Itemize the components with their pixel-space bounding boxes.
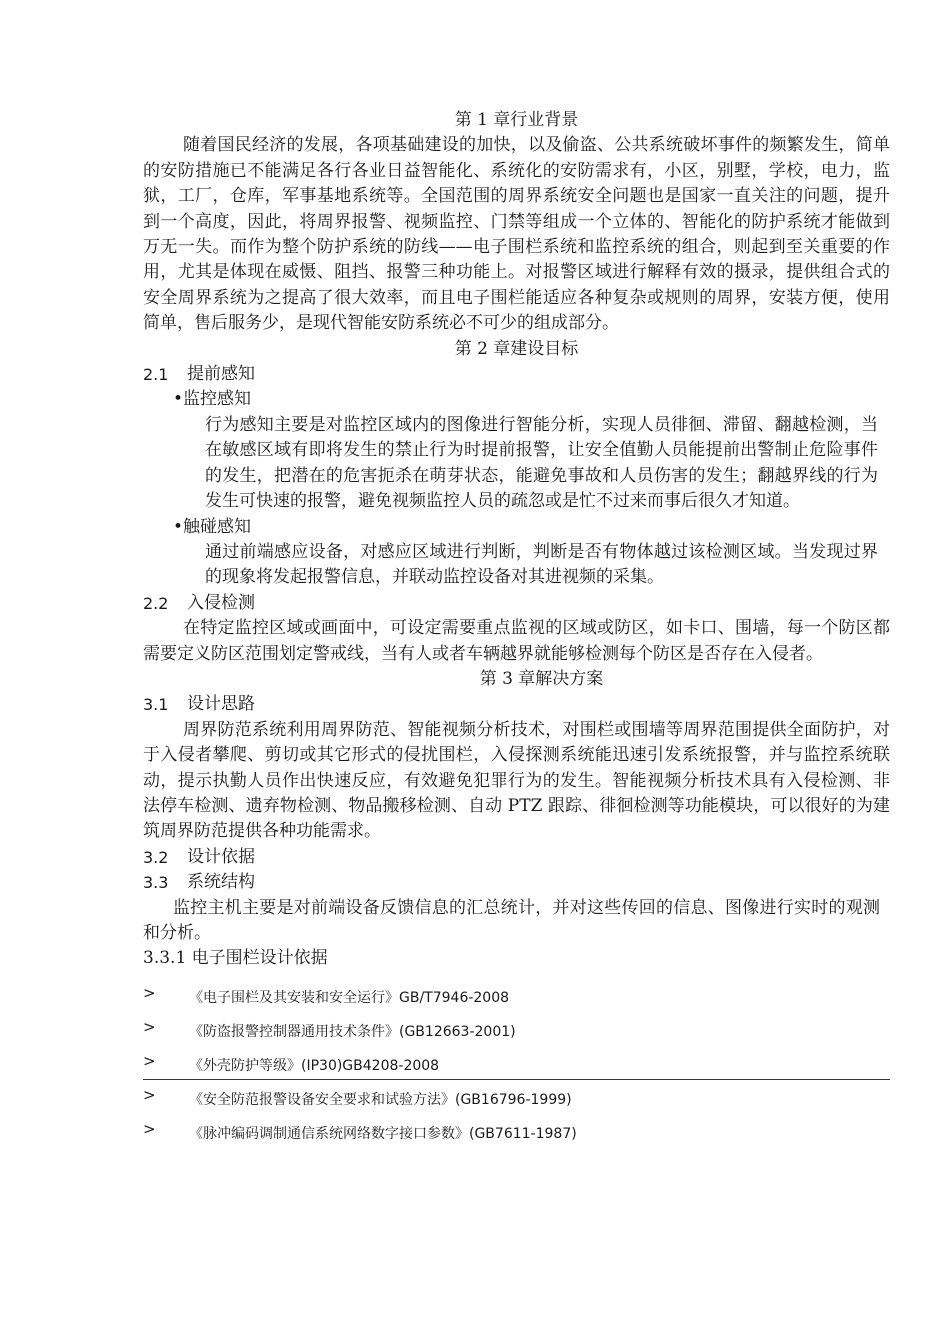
reference-text: 《电子围栏及其安装和安全运行》GB/T7946-2008 xyxy=(189,989,510,1006)
reference-text: 《脉冲编码调制通信系统网络数字接口参数》(GB7611-1987) xyxy=(189,1125,577,1142)
section-3-3-heading xyxy=(143,870,890,895)
reference-item xyxy=(143,1012,890,1046)
reference-item xyxy=(143,1114,890,1148)
section-number: 2.2 xyxy=(143,593,169,613)
document-page xyxy=(143,108,890,1148)
section-title: 系统结构 xyxy=(187,872,255,893)
reference-text: 《防盗报警控制器通用技术条件》(GB12663-2001) xyxy=(189,1023,516,1040)
section-title: 设计依据 xyxy=(187,846,255,867)
reference-text: 《外壳防护等级》(IP30)GB4208-2008 xyxy=(189,1057,440,1074)
bullet-touch-sensing-text: 通过前端感应设备，对感应区域进行判断，判断是否有物体越过该检测区域。当发现过界的现象将发起报警信息，并联动监控设备对其进视频的采集。 xyxy=(205,541,878,588)
subsection-title: 3.3.1 电子围栏设计依据 xyxy=(143,948,328,969)
section-2-2-paragraph: 在特定监控区域或画面中，可设定需要重点监视的区域或防区，如卡口、围墙，每一个防区都需要定义防区范围划定警戒线，当有人或者车辆越界就能够检测每个防区是否存在入侵者。 xyxy=(143,618,890,664)
section-3-2-heading xyxy=(143,845,890,870)
arrow-icon: > xyxy=(143,1085,156,1104)
chapter-2-title: 第 2 章建设目标 xyxy=(454,338,579,359)
bullet-touch-sensing: •触碰感知 xyxy=(173,516,252,537)
section-number: 3.2 xyxy=(143,847,169,867)
chapter-1-paragraph: 随着国民经济的发展，各项基础建设的加快，以及偷盗、公共系统破坏事件的频繁发生，简单的安防措施已不能满足各行各业日益智能化、系统化的安防需求有，小区，别墅，学校，电力，监狱，工厂，仓库，军事基地系统等。全国范围的周界系统安全问题也是国家一直关注的问题，提升到一个高度，因此，将周界报警、视频监控、门禁等组成一个立体的、智能化的防护系统才能做到万无一失。而作为整个防护系统的防线——电子围栏系统和监控系统的组合，则起到至关重要的作用，尤其是体现在威慑、阻挡、报警三种功能上。对报警区域进行解释有效的摄录，提供组合式的安全周界系统为之提高了很大效率，而且电子围栏能适应各种复杂或规则的周界，安装方便，使用简单，售后服务少，是现代智能安防系统必不可少的组成部分。 xyxy=(143,135,890,334)
section-title: 提前感知 xyxy=(187,364,255,385)
bullet-monitor-sensing: •监控感知 xyxy=(173,389,252,410)
section-3-3-1-heading xyxy=(143,946,890,971)
section-number: 2.1 xyxy=(143,365,169,385)
section-number: 3.1 xyxy=(143,695,169,715)
reference-item xyxy=(143,1080,890,1114)
bullet-monitor-sensing-text: 行为感知主要是对监控区域内的图像进行智能分析，实现人员徘徊、滞留、翻越检测，当在敏感区域有即将发生的禁止行为时提前报警，让安全值勤人员能提前出警制止危险事件的发生，把潜在的危害扼杀在萌芽状态，能避免事故和人员伤害的发生；翻越界线的行为发生可快速的报警，避免视频监控人员的疏忽或是忙不过来而事后很久才知道。 xyxy=(205,414,878,512)
reference-item xyxy=(143,978,890,1012)
section-3-3-paragraph: 监控主机主要是对前端设备反馈信息的汇总统计，并对这些传回的信息、图像进行实时的观测和分析。 xyxy=(143,897,880,943)
section-3-1-heading xyxy=(143,692,890,717)
arrow-icon: > xyxy=(143,1017,156,1036)
reference-item xyxy=(143,1046,890,1080)
section-title: 设计思路 xyxy=(187,694,255,715)
chapter-3-title: 第 3 章解决方案 xyxy=(479,668,604,689)
section-2-2-heading xyxy=(143,591,890,616)
section-3-1-paragraph: 周界防范系统利用周界防范、智能视频分析技术，对围栏或围墙等周界范围提供全面防护，对于入侵者攀爬、剪切或其它形式的侵扰围栏，入侵探测系统能迅速引发系统报警，并与监控系统联动，提示执勤人员作出快速反应，有效避免犯罪行为的发生。智能视频分析技术具有入侵检测、非法停车检测、遗弃物检测、物品搬移检测、自动 PTZ 跟踪、徘徊检测等功能模块，可以很好的为建筑周界防范提供各种功能需求。 xyxy=(143,719,890,842)
arrow-icon: > xyxy=(143,1051,156,1070)
arrow-icon: > xyxy=(143,1119,156,1138)
section-2-1-heading xyxy=(143,362,890,387)
section-number: 3.3 xyxy=(143,873,169,893)
section-title: 入侵检测 xyxy=(187,592,255,613)
arrow-icon: > xyxy=(143,983,156,1002)
reference-text: 《安全防范报警设备安全要求和试验方法》(GB16796-1999) xyxy=(189,1091,572,1108)
chapter-1-title: 第 1 章行业背景 xyxy=(454,110,579,130)
